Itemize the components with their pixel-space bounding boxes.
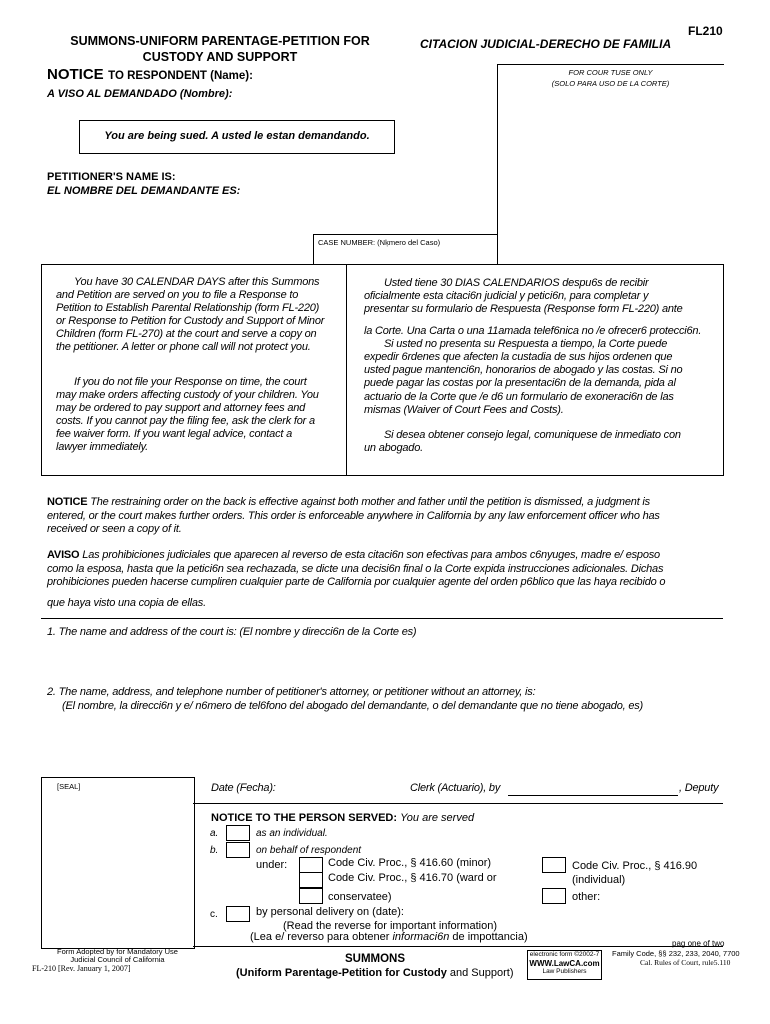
lawca-l1: electronic form ©2002-7 [529, 951, 600, 958]
petitioner-label: PETITIONER'S NAME IS: [47, 171, 176, 183]
notice-to-respondent [47, 66, 253, 84]
instructions-english [56, 276, 341, 454]
code-41670-label: Code Civ. Proc., § 416.70 (ward or [328, 872, 497, 884]
read-reverse-es [250, 931, 528, 943]
served-title-bold: NOTICE TO THE PERSON SERVED: [211, 812, 398, 824]
served-b-letter: b. [210, 845, 219, 856]
court-use-line2: (SOLO PARA USO DE LA CORTE) [551, 79, 670, 88]
served-c-checkbox[interactable] [226, 906, 250, 922]
rev-text: FL-210 [Rev. January 1, 2007] [32, 964, 131, 973]
adopted-l1: Form Adopted by for Mandatory Use [57, 947, 178, 956]
code-41660-checkbox[interactable] [299, 857, 323, 873]
notice-l3: received or seen a copy of it. [47, 523, 182, 535]
adopted-text [40, 948, 195, 964]
date-label: Date (Fecha): [211, 782, 276, 794]
es-p2-l2: expedir 6rdenes que afecten la custadia de sus hijos ordenen que [364, 351, 673, 364]
es-p2-l6: mismas (Waiver of Court Fees and Costs). [364, 403, 564, 416]
court-use-box [497, 64, 724, 265]
adopted-l2: Judicial Council of California [70, 955, 165, 964]
en-p1-l5: Children (form FL-270) at the court and serve a copy on [56, 328, 317, 340]
en-p2-l4: costs. If you cannot pay the filing fee, ask the clerk for a [56, 415, 315, 427]
served-title-rest: You are served [400, 812, 475, 824]
aviso-label: AVISO [47, 549, 80, 561]
en-p1-l4: or Response to Petition for Custody and Support of Minor [56, 315, 325, 327]
summons-subtitle [236, 967, 514, 979]
notice-l2: entered, or the court makes further orders. This order is enforceable anywhere in California by any law enforcement officer who has [47, 509, 660, 522]
es-p2-l3: usted pague mantenci6n, honorarios de abogado y las costas. Si no [364, 364, 683, 377]
read-es-pre: (Lea e/ reverso para obtener [250, 931, 393, 943]
seal-box [41, 777, 195, 949]
item2-l2: (El nombre, la direcci6n y e/ n6mero de tel6fono del abogado del demandante, o del demandante que no tiene abogado, es) [62, 699, 644, 712]
en-p2-l3: may be ordered to pay support and attorney fees and [56, 402, 306, 414]
read-es-it: informaci6n [392, 931, 450, 943]
notice-restraining-order [47, 496, 737, 537]
aviso-l2: como la esposa, hasta que la petici6n sea rechazada, se dicte una decisi6n final o la Corte expida instrucciones adicionales. Dichas [47, 562, 664, 575]
form-number: FL210 [688, 24, 723, 38]
code-41690-label [572, 859, 697, 887]
signature-divider [193, 803, 723, 804]
conservatee-checkbox[interactable] [299, 888, 323, 904]
en-p1-l2: and Petition are served on you to file a Response to [56, 289, 299, 301]
aviso-restraining-order [47, 549, 737, 610]
clerk-label: Clerk (Actuario), by [410, 782, 501, 794]
es-p2-l1: Si usted no presenta su Respuesta a tiempo, la Corte puede [384, 337, 668, 350]
served-b-checkbox[interactable] [226, 842, 250, 858]
served-title [211, 812, 474, 824]
served-a-checkbox[interactable] [226, 825, 250, 841]
aviso-l3: prohibiciones pueden hacerse cumpliren cualquier parte de California por cualquier agente del orden p6blico que las haya recibido o [47, 576, 666, 588]
en-p1-l6: the petitioner. A letter or phone call will not protect you. [56, 341, 311, 353]
item1-court-address: 1. The name and address of the court is: (El nombre y direcci6n de la Corte es) [47, 626, 417, 638]
read-es-post: de impottancia) [449, 931, 528, 943]
es-p3-l2: un abogado. [364, 442, 423, 455]
other-checkbox[interactable] [542, 888, 566, 904]
en-p2-l2: may make orders affecting custody of your children. You [56, 389, 319, 401]
form-title [40, 33, 400, 65]
form-title-line2: CUSTODY AND SUPPORT [142, 50, 298, 64]
lawca-l2: WWW.LawCA.com [529, 958, 600, 968]
es-p2-l4: puede pagar las costas por la presentaci6n de la demanda, pida al [364, 377, 676, 390]
instructions-spanish [364, 277, 720, 455]
es-p1-l3: presentar su formulario de Respuesta (Response form FL-220) ante [364, 303, 683, 316]
to-respondent-label: TO RESPONDENT (Name): [108, 70, 253, 82]
en-p2-l1: If you do not file your Response on time, the court [74, 376, 307, 388]
summons-title: SUMMONS [344, 953, 406, 965]
code-41670-checkbox[interactable] [299, 872, 323, 888]
petitioner-spanish: EL NOMBRE DEL DEMANDANTE ES: [47, 185, 241, 197]
notice-word: NOTICE [47, 66, 104, 83]
rules-of-court-ref: Cal. Rules of Court, rule5.110 [640, 958, 731, 967]
en-p1-l3: Petition to Establish Parental Relationship (form FL-220) [56, 302, 320, 314]
aviso-l4: que haya visto una copia de ellas. [47, 596, 206, 609]
conservatee-label: conservatee) [328, 891, 392, 903]
deputy-label: , Deputy [679, 782, 719, 794]
seal-label: [SEAL] [57, 782, 81, 791]
code-41690-l1: Code Civ. Proc., § 416.90 [572, 860, 698, 872]
es-p1-l2: oficialmente esta citaci6n judicial y petici6n, para completar y [364, 290, 649, 303]
served-a-letter: a. [210, 828, 219, 839]
aviso-l1: Las prohibiciones judiciales que aparecen al reverso de esta citaci6n son efectivas para ambos c6nyuges, madre e/ esposo [82, 549, 660, 561]
family-code-ref: Family Code, §§ 232, 233, 2040, 7700 [612, 949, 740, 958]
notice-l1: The restraining order on the back is effective against both mother and father until the petition is dismissed, a judgment is [90, 496, 650, 508]
lawca-l3: Law Publishers [542, 968, 587, 975]
served-a-text: as an individual. [256, 828, 328, 839]
subtitle-rest: and Support) [446, 967, 514, 979]
under-label: under: [256, 859, 288, 871]
es-p3-l1: Si desea obtener consejo legal, comuniquese de inmediato con [384, 429, 681, 442]
served-c-letter: c. [210, 909, 218, 920]
code-41690-l2: (individual) [572, 874, 626, 886]
served-b-text: on behalf of respondent [256, 845, 362, 856]
other-label: other: [572, 891, 601, 903]
court-use-line1: FOR COUR TUSE ONLY [568, 68, 653, 77]
notice-label: NOTICE [47, 496, 88, 508]
case-number-label: CASE NUMBER: (Nķmero del Caso) [318, 238, 441, 247]
es-p1-l4: la Corte. Una Carta o una 11amada telef6nica no /e ofrecer6 protecci6n. [364, 324, 702, 337]
en-p2-l6: lawyer immediately. [56, 441, 148, 453]
es-p1-l1: Usted tiene 30 DIAS CALENDARIOS despu6s de recibir [384, 277, 649, 289]
code-41690-checkbox[interactable] [542, 857, 566, 873]
lawca-text [527, 951, 602, 977]
spanish-title: CITACION JUDICIAL-DERECHO DE FAMILIA [420, 37, 672, 51]
aviso-demandado: A VISO AL DEMANDADO (Nombre): [47, 88, 233, 100]
divider [41, 618, 723, 619]
footer-divider [193, 946, 723, 947]
item2-attorney [47, 686, 643, 713]
code-41660-label: Code Civ. Proc., § 416.60 (minor) [328, 857, 492, 869]
sued-text: You are being sued. A usted le estan demandando. [104, 130, 370, 142]
en-p2-l5: fee waiver form. If you want legal advice, contact a [56, 428, 292, 440]
en-p1-l1: You have 30 CALENDAR DAYS after this Summons [74, 276, 320, 288]
es-p2-l5: actuario de la Corte que /e d6 un formulario de exoneraci6n de las [364, 390, 674, 403]
subtitle-bold: (Uniform Parentage-Petition for Custody [236, 967, 447, 979]
court-use-label [498, 67, 723, 89]
form-title-line1: SUMMONS-UNIFORM PARENTAGE-PETITION FOR [70, 34, 370, 48]
served-c-text: by personal delivery on (date): [256, 906, 404, 918]
read-reverse-en: (Read the reverse for important information) [283, 920, 497, 932]
clerk-signature-line[interactable] [508, 795, 678, 796]
item2-l1: 2. The name, address, and telephone number of petitioner's attorney, or petitioner without an attorney, is: [47, 686, 536, 698]
page-number: pag one of two [672, 939, 725, 948]
